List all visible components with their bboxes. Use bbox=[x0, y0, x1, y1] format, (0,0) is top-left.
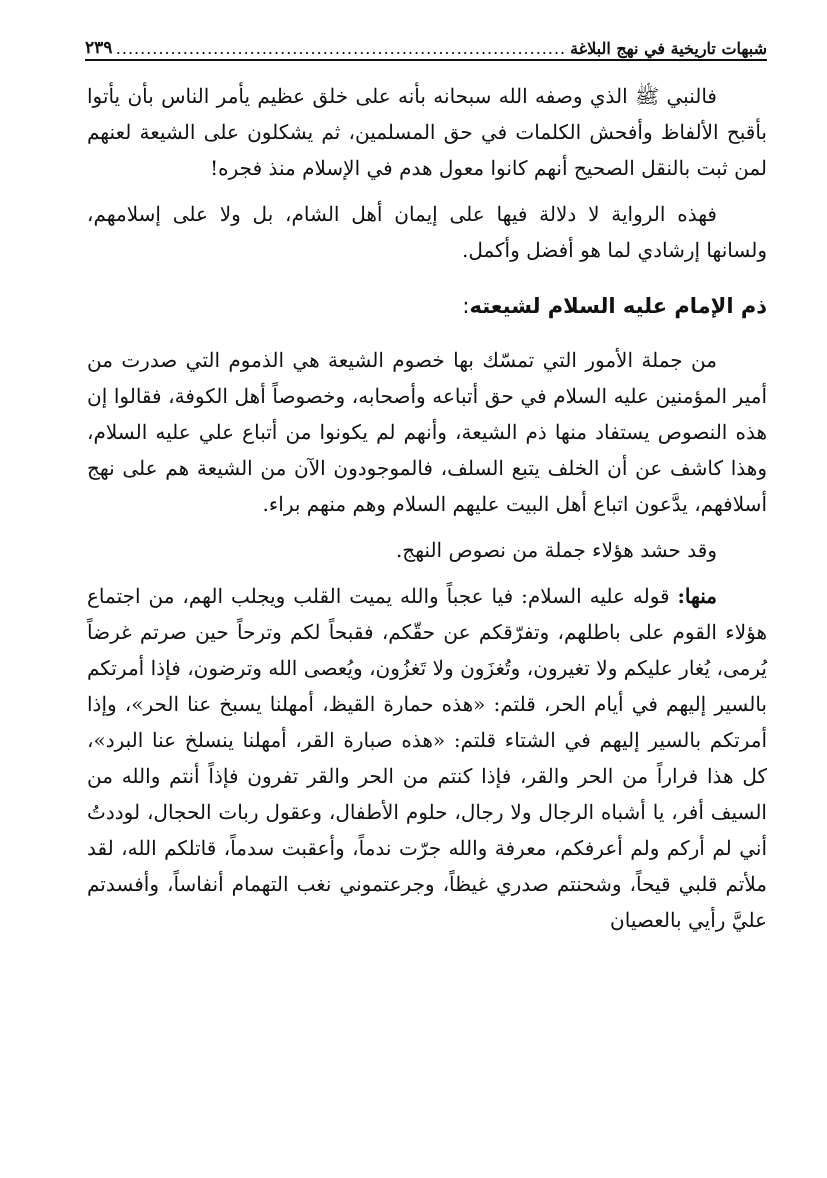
paragraph-3: من جملة الأمور التي تمسّك بها خصوم الشيعة هي الذموم التي صدرت من أمير المؤمنين عليه السلام في حق أتباعه وأصحابه، وخصوصاً أهل الكوفة، فقالوا إن هذه النصوص يستفاد منها ذم الشيعة، وأنهم لم يكونوا من أتباع علي عليه السلام، وهذا كاشف عن أن الخلف يتبع السلف، فالموجودون الآن من الشيعة هم على نهج أسلافهم، يدَّعون اتباع أهل البيت عليهم السلام وهم منهم براء. bbox=[87, 348, 767, 516]
paragraph-5-text: قوله عليه السلام: فيا عجباً والله يميت القلب ويجلب الهم، من اجتماع هؤلاء القوم على باطلهم، وتفرّقكم عن حقّكم، فقبحاً لكم وترحاً حين صرتم غرضاً يُرمى، يُغار عليكم ولا تغيرون، وتُغزَون ولا تَغزُون، ويُعصى الله وترضون، فإذا أمرتكم بالسير إليهم في أيام الحر، قلتم: «هذه حمارة القيظ، أمهلنا يسبخ عنا الحر»، وإذا أمرتكم بالسير إليهم في الشتاء قلتم: «هذه صبارة القر، أمهلنا ينسلخ عنا البرد»، كل هذا فراراً من الحر والقر، فإذا كنتم من الحر والقر تفرون فإذاً أنتم والله من السيف أفر، يا أشباه الرجال ولا رجال، حلوم الأطفال، وعقول ربات الحجال، لوددتُ أني لم أركم ولم أعرفكم، معرفة والله جرّت ندماً، وأعقبت سدماً، قاتلكم الله، لقد ملأتم قلبي قيحاً، وشحنتم صدري غيظاً، وجرعتموني نغب التهمام أنفاساً، وأفسدتم عليَّ رأيي بالعصيان bbox=[87, 584, 767, 932]
page-number: ٢٣٩ bbox=[85, 38, 113, 58]
section-heading-colon: : bbox=[462, 294, 470, 318]
paragraph-2: فهذه الرواية لا دلالة فيها على إيمان أهل الشام، بل ولا على إسلامهم، ولسانها إرشادي لما هو أفضل وأكمل. bbox=[87, 202, 767, 262]
paragraph-4: وقد حشد هؤلاء جملة من نصوص النهج. bbox=[395, 538, 717, 562]
running-header bbox=[85, 30, 767, 58]
header-rule bbox=[85, 59, 767, 61]
running-title: شبهات تاريخية في نهج البلاغة bbox=[570, 39, 767, 58]
section-heading-text: ذم الإمام عليه السلام لشيعته bbox=[469, 294, 767, 318]
section-heading bbox=[87, 288, 767, 324]
leader-dots bbox=[116, 39, 566, 58]
paragraph-5-lead: منها: bbox=[677, 584, 717, 608]
page-body bbox=[87, 78, 767, 948]
paragraph-5 bbox=[87, 578, 767, 938]
paragraph-1: فالنبي ﷺ الذي وصفه الله سبحانه بأنه على خلق عظيم يأمر الناس بأن يأتوا بأقبح الألفاظ وأفحش الكلمات في حق المسلمين، ثم يشكلون على الشيعة لعنهم لمن ثبت بالنقل الصحيح أنهم كانوا معول هدم في الإسلام منذ فجره! bbox=[87, 84, 767, 180]
